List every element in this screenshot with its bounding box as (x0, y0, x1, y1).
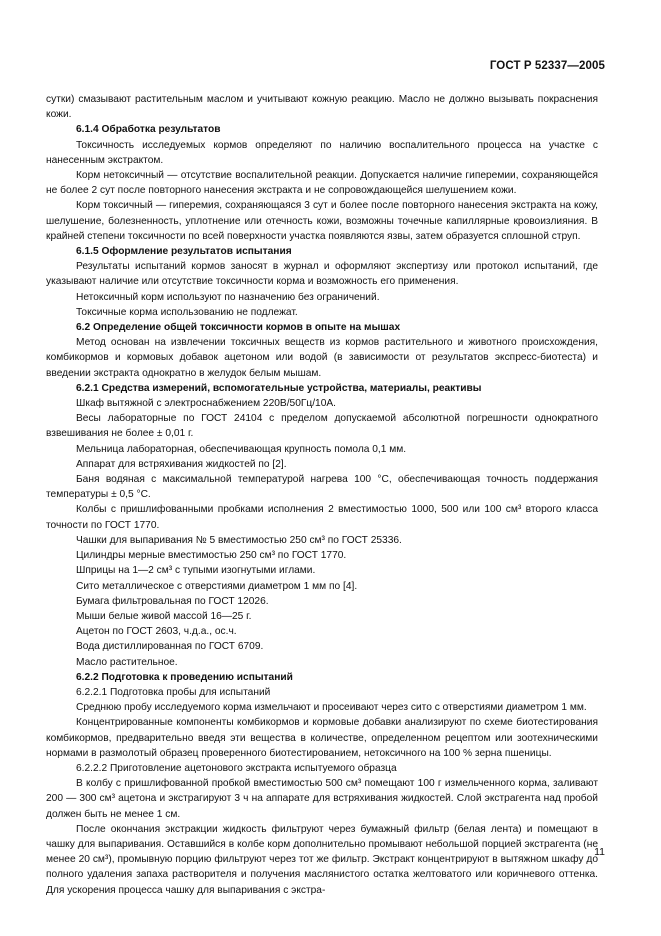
paragraph: Корм нетоксичный — отсутствие воспалительной реакции. Допускается наличие гиперемии, сохраняющейся не более 2 сут после повторного нанесения экстракта и не сопровождающейся шелушением кожи. (46, 170, 598, 197)
page-footer (594, 846, 605, 858)
document-header (490, 60, 605, 72)
paragraph: Метод основан на извлечении токсичных веществ из кормов растительного и животного происхождения, комбикормов и кормовых добавок ацетоном или водой (в зависимости от результатов экспресс-биотеста) и введении экстракта однократно в желудок белым мышам. (46, 337, 598, 379)
paragraph: Среднюю пробу исследуемого корма измельчают и просеивают через сито с отверстиями диаметром 1 мм. (76, 702, 587, 714)
paragraph: 6.2.2.2 Приготовление ацетонового экстракта испытуемого образца (76, 762, 397, 774)
paragraph: Бумага фильтровальная по ГОСТ 12026. (76, 595, 269, 607)
paragraph: Цилиндры мерные вместимостью 250 см³ по ГОСТ 1770. (76, 550, 347, 562)
section-heading: 6.1.4 Обработка результатов (76, 124, 221, 136)
paragraph: Аппарат для встряхивания жидкостей по [2]. (76, 458, 287, 470)
document-id: ГОСТ Р 52337—2005 (489, 60, 605, 72)
paragraph: Сито металлическое с отверстиями диаметром 1 мм по [4]. (76, 580, 358, 592)
paragraph: Нетоксичный корм используют по назначению без ограничений. (76, 291, 380, 303)
paragraph: Корм токсичный — гиперемия, сохраняющаяся 3 сут и более после повторного нанесения экстракта на кожу, шелушение, болезненность, уплотнение или отечность кожи, возможны точечные капиллярные кровоизлияния. В крайней степени токсичности по всей поверхности участка появляются язвы, затем образуется сплошной струп. (46, 200, 598, 242)
section-heading: 6.2 Определение общей токсичности кормов в опыте на мышах (76, 322, 401, 334)
paragraph: Мельница лабораторная, обеспечивающая крупность помола 0,1 мм. (76, 443, 407, 455)
section-heading: 6.1.5 Оформление результатов испытания (76, 246, 292, 258)
section-heading: 6.2.2 Подготовка к проведению испытаний (76, 671, 293, 683)
paragraph: В колбу с пришлифованной пробкой вместимостью 500 см³ помещают 100 г измельченного корма, заливают 200 — 300 см³ ацетона и экстрагируют 3 ч на аппарате для встряхивания жидкостей. Слой экстрагента над пробой должен быть не менее 1 см. (46, 778, 598, 820)
paragraph: Вода дистиллированная по ГОСТ 6709. (76, 641, 264, 653)
paragraph: Колбы с пришлифованными пробками исполнения 2 вместимостью 1000, 500 или 100 см³ второго класса точности по ГОСТ 1770. (46, 504, 598, 531)
paragraph: Шприцы на 1—2 см³ с тупыми изогнутыми иглами. (76, 565, 316, 577)
paragraph: Ацетон по ГОСТ 2603, ч.д.а., ос.ч. (76, 626, 237, 638)
paragraph: сутки) смазывают растительным маслом и учитывают кожную реакцию. Масло не должно вызывать покраснения кожи. (46, 94, 598, 121)
paragraph: Масло растительное. (76, 656, 178, 668)
page-number: 11 (594, 846, 605, 858)
paragraph: После окончания экстракции жидкость фильтруют через бумажный фильтр (белая лента) и помещают в чашку для выпаривания. Оставшийся в колбе корм дополнительно промывают небольшой порцией экстрагента (не менее 20 см³), промывную порцию фильтруют через тот же фильтр. Экстракт концентрируют в вытяжном шкафу до полного удаления запаха растворителя и получения маслянистого остатка желтоватого или коричневого оттенка. Для ускорения процесса чашку для выпаривания с экстра- (46, 823, 598, 896)
paragraph: Мыши белые живой массой 16—25 г. (76, 610, 252, 622)
paragraph: Шкаф вытяжной с электроснабжением 220В/50Гц/10А. (76, 398, 337, 410)
paragraph: 6.2.2.1 Подготовка пробы для испытаний (76, 686, 271, 698)
paragraph: Результаты испытаний кормов заносят в журнал и оформляют экспертизу или протокол испытаний, где указывают наличие или отсутствие токсичности корма и возможность его применения. (46, 261, 598, 288)
paragraph: Чашки для выпаривания № 5 вместимостью 250 см³ по ГОСТ 25336. (76, 534, 402, 546)
section-heading: 6.2.1 Средства измерений, вспомогательные устройства, материалы, реактивы (76, 382, 482, 394)
paragraph: Токсичные корма использованию не подлежат. (76, 306, 298, 318)
document-body (46, 92, 598, 898)
paragraph: Баня водяная с максимальной температурой нагрева 100 °С, обеспечивающая точность поддержания температуры ± 0,5 °С. (46, 474, 598, 501)
paragraph: Концентрированные компоненты комбикормов и кормовые добавки анализируют по схеме биотестирования комбикормов, предварительно введя эти вещества в количестве, определенном рецептом или зоотехническими нормами в размолотый образец проверенного биотестированием, нетоксичного на 100 % зерна пшеницы. (46, 717, 598, 759)
paragraph: Весы лабораторные по ГОСТ 24104 с пределом допускаемой абсолютной погрешности однократного взвешивания не более ± 0,01 г. (46, 413, 598, 440)
paragraph: Токсичность исследуемых кормов определяют по наличию воспалительного процесса на участке с нанесенным экстрактом. (46, 139, 598, 166)
